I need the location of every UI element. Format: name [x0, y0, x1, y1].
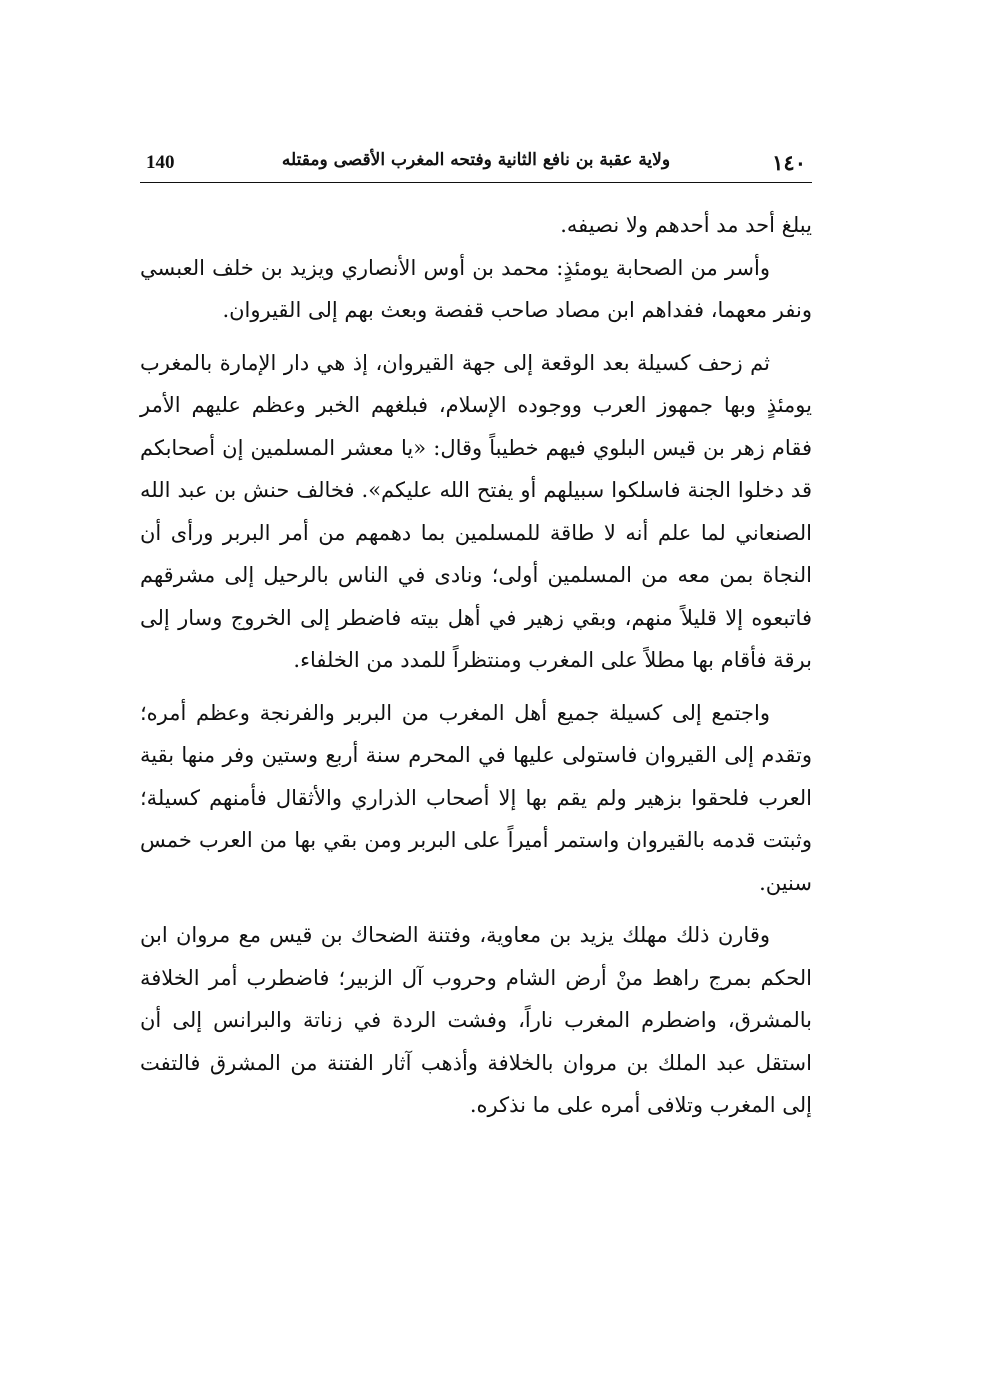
paragraph-kusayla-advance: ثم زحف كسيلة بعد الوقعة إلى جهة القيروان، إذ هي دار الإمارة بالمغرب يومئذٍ وبها جمهوز العرب ووجوده الإسلام، فبلغهم الخبر وعظم عليهم الأمر فقام زهر بن قيس البلوي فيهم خطيباً وقال: «يا معشر المسلمين إن أصحابكم قد دخلوا الجنة فاسلكوا سبيلهم أو يفتح الله عليكم». فخالف حنش بن عبد الله الصنعاني لما علم أنه لا طاقة للمسلمين بما دهمهم من أمر البربر ورأى أن النجاة بمن معه من المسلمين أولى؛ ونادى في الناس بالرحيل إلى مشرقهم فاتبعوه إلا قليلاً منهم، وبقي زهير في أهل بيته فاضطر إلى الخروج وسار إلى برقة فأقام بها مطلاً على المغرب ومنتظراً للمدد من الخلفاء.: [140, 350, 812, 672]
paragraph-kairouan-seizure: واجتمع إلى كسيلة جميع أهل المغرب من البربر والفرنجة وعظم أمره؛ وتقدم إلى القيروان فاستولى عليها في المحرم سنة أربع وستين وفر منها بقية العرب فلحقوا بزهير ولم يقم بها إلا أصحاب الذراري والأثقال فأمنهم كسيلة؛ وثبتت قدمه بالقيروان واستمر أميراً على البربر ومن بقي بها من العرب خمس سنين.: [140, 700, 812, 895]
page-number-latin: 140: [146, 152, 175, 173]
paragraph-continuation: يبلغ أحد مد أحدهم ولا نصيفه.: [560, 213, 812, 237]
paragraph-captives: وأسر من الصحابة يومئذٍ: محمد بن أوس الأنصاري ويزيد بن خلف العبسي ونفر معهما، ففداهم ابن مصاد صاحب قفصة وبعث بهم إلى القيروان.: [140, 255, 812, 322]
running-head: ولاية عقبة بن نافع الثانية وفتحه المغرب الأقصى ومقتله: [281, 150, 671, 170]
paragraph-caliphate-turmoil: وقارن ذلك مهلك يزيد بن معاوية، وفتنة الضحاك بن قيس مع مروان ابن الحكم بمرج راهط منْ أرض الشام وحروب آل الزبير؛ فاضطرب أمر الخلافة بالمشرق، واضطرم المغرب ناراً، وفشت الردة في زناتة والبرانس إلى أن استقل عبد الملك بن مروان بالخلافة وأذهب آثار الفتنة من المشرق فالتفت إلى المغرب وتلافى أمره على ما نذكره.: [140, 923, 812, 1117]
body-text: [140, 204, 812, 1127]
page-header: [140, 150, 812, 183]
page-number-arabic: ١٤٠: [772, 150, 806, 175]
